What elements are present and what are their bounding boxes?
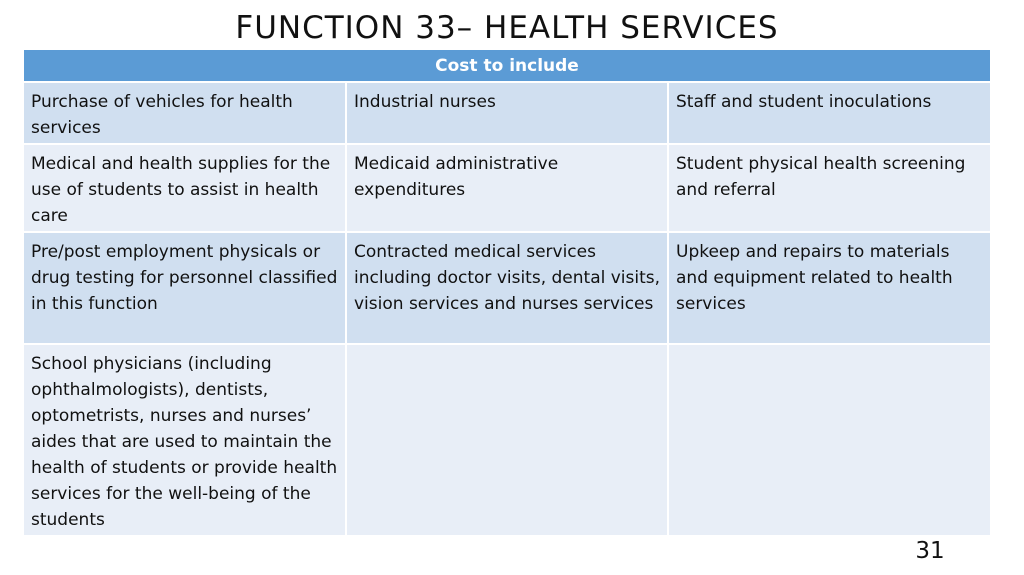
table-cell: Staff and student inoculations xyxy=(668,82,990,144)
table-cell: Medicaid administrative expenditures xyxy=(346,144,668,232)
table-row xyxy=(24,344,990,536)
table-cell: Upkeep and repairs to materials and equipment related to health services xyxy=(668,232,990,344)
table-cell: School physicians (including ophthalmologists), dentists, optometrists, nurses and nurses’ aides that are used to maintain the health of students or provide health services for the well-being of the students xyxy=(24,344,346,536)
table-cell: Purchase of vehicles for health services xyxy=(24,82,346,144)
table-row xyxy=(24,82,990,144)
table-header-row xyxy=(24,50,990,82)
table-cell: Industrial nurses xyxy=(346,82,668,144)
table-cell xyxy=(668,344,990,536)
table-cell: Student physical health screening and referral xyxy=(668,144,990,232)
slide-number: 31 xyxy=(915,538,945,564)
table-cell xyxy=(346,344,668,536)
table-row xyxy=(24,232,990,344)
table-cell: Medical and health supplies for the use of students to assist in health care xyxy=(24,144,346,232)
slide-title: FUNCTION 33– HEALTH SERVICES xyxy=(235,10,779,46)
cost-table xyxy=(24,50,990,537)
table-header-cost-to-include: Cost to include xyxy=(24,50,990,82)
table-cell: Contracted medical services including doctor visits, dental visits, vision services and nurses services xyxy=(346,232,668,344)
table-cell: Pre/post employment physicals or drug testing for personnel classified in this function xyxy=(24,232,346,344)
table-row xyxy=(24,144,990,232)
